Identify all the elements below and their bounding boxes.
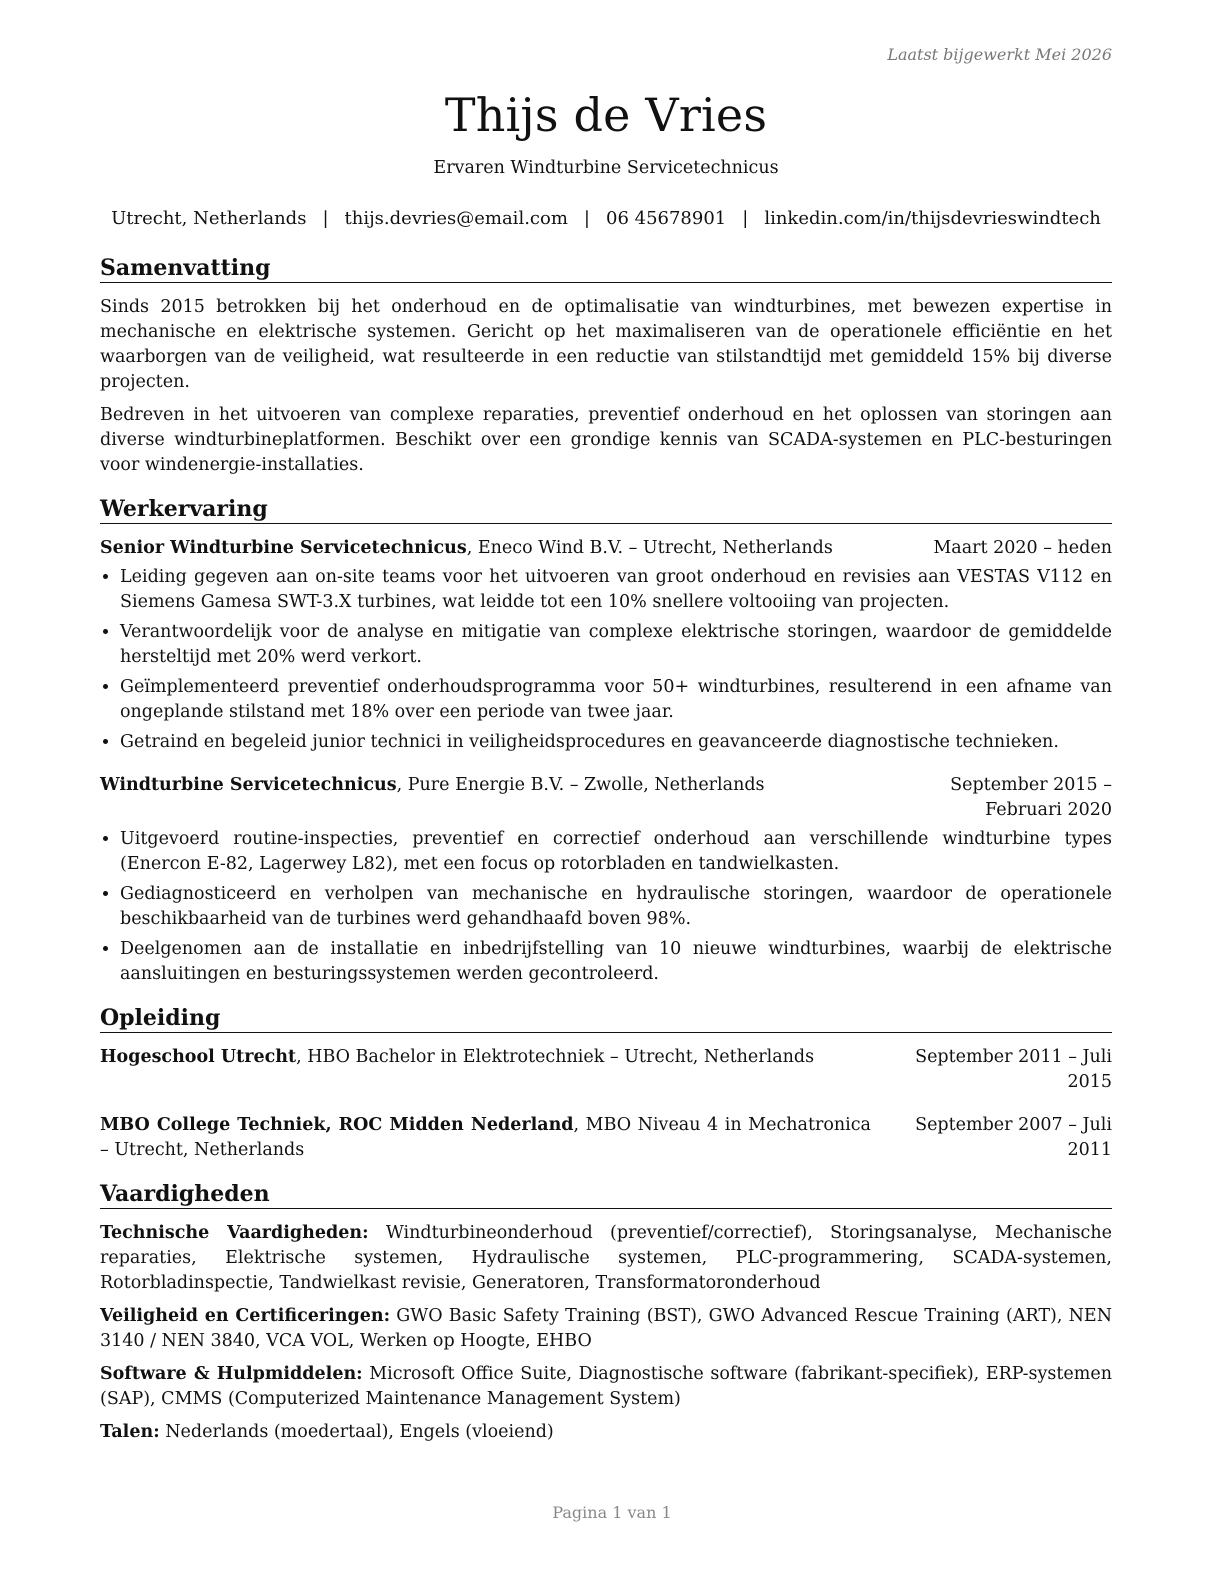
contact-separator: | bbox=[583, 208, 590, 229]
job-org: , Pure Energie B.V. – Zwolle, Netherlands bbox=[396, 775, 765, 795]
experience-section bbox=[100, 496, 1112, 987]
education-entry bbox=[100, 1113, 1112, 1163]
summary-paragraph: Sinds 2015 betrokken bij het onderhoud en de optimalisatie van windturbines, met bewezen expertise in mechanische en elektrische systemen. Gericht op het maximaliseren van de operationele efficiëntie en het waarborgen van de veiligheid, wat resulteerde in een reductie van stilstandtijd met gemiddeld 15% bij diverse projecten. bbox=[100, 297, 1112, 392]
school-name: Hogeschool Utrecht bbox=[100, 1047, 297, 1067]
education-entry bbox=[100, 1045, 1112, 1095]
contact-separator: | bbox=[742, 208, 749, 229]
job-entry bbox=[100, 773, 1112, 987]
last-updated: Laatst bijgewerkt Mei 2026 bbox=[887, 45, 1112, 64]
contact-phone[interactable]: 06 45678901 bbox=[606, 208, 727, 229]
list-item: • Verantwoordelijk voor de analyse en mitigatie van complexe elektrische storingen, waardoor de gemiddelde hersteltijd met 20% werd verkort. bbox=[120, 620, 1112, 670]
list-item: • Geïmplementeerd preventief onderhoudsprogramma voor 50+ windturbines, resulterend in een afname van ongeplande stilstand met 18% over een periode van twee jaar. bbox=[120, 675, 1112, 725]
skill-label: Technische Vaardigheden: bbox=[100, 1223, 369, 1243]
contact-separator: | bbox=[322, 208, 329, 229]
skill-group bbox=[100, 1304, 1112, 1354]
list-item: • Leiding gegeven aan on-site teams voor het uitvoeren van groot onderhoud en revisies aan VESTAS V112 en Siemens Gamesa SWT-3.X turbines, wat leidde tot een 10% snellere voltooiing van projecten. bbox=[120, 565, 1112, 615]
job-bullets bbox=[100, 565, 1112, 755]
skill-text: Windturbineonderhoud (preventief/correctief), Storingsanalyse, Mechanische reparaties, Elektrische systemen, Hydraulische systemen, PLC-programmering, SCADA-systemen, Rotorbladinspectie, Tandwielkast revisie, Generatoren, Transformatoronderhoud bbox=[100, 1223, 1112, 1293]
summary-section bbox=[100, 255, 1112, 478]
job-org: , Eneco Wind B.V. – Utrecht, Netherlands bbox=[466, 538, 833, 558]
skill-label: Veiligheid en Certificeringen: bbox=[100, 1306, 391, 1326]
headline: Ervaren Windturbine Servicetechnicus bbox=[433, 158, 779, 178]
skill-label: Talen: bbox=[100, 1422, 160, 1442]
job-role: Senior Windturbine Servicetechnicus bbox=[100, 538, 467, 558]
job-header bbox=[100, 773, 1112, 823]
job-entry bbox=[100, 536, 1112, 755]
contact-linkedin[interactable]: linkedin.com/in/thijsdevrieswindtech bbox=[764, 208, 1101, 229]
education-dates: September 2007 – Juli 2011 bbox=[915, 1115, 1112, 1160]
education-section bbox=[100, 1005, 1112, 1163]
section-title: Opleiding bbox=[100, 1005, 1112, 1033]
education-dates: September 2011 – Juli 2015 bbox=[915, 1047, 1112, 1092]
skill-group bbox=[100, 1221, 1112, 1296]
section-title: Werkervaring bbox=[100, 496, 1112, 524]
contact-line bbox=[100, 208, 1112, 229]
job-dates: September 2015 – Februari 2020 bbox=[950, 775, 1112, 820]
page-number: Pagina 1 van 1 bbox=[552, 1503, 672, 1522]
skill-label: Software & Hulpmiddelen: bbox=[100, 1364, 363, 1384]
contact-location: Utrecht, Netherlands bbox=[111, 208, 307, 229]
school-name: MBO College Techniek, ROC Midden Nederland bbox=[100, 1115, 574, 1135]
list-item: • Uitgevoerd routine-inspecties, preventief en correctief onderhoud aan verschillende windturbine types (Enercon E-82, Lagerwey L82), met een focus op rotorbladen en tandwielkasten. bbox=[120, 827, 1112, 877]
skill-text: Nederlands (moedertaal), Engels (vloeiend) bbox=[159, 1422, 554, 1442]
section-title: Vaardigheden bbox=[100, 1181, 1112, 1209]
list-item: • Getraind en begeleid junior technici in veiligheidsprocedures en geavanceerde diagnostische technieken. bbox=[120, 730, 1112, 755]
section-title: Samenvatting bbox=[100, 255, 1112, 283]
school-detail: , HBO Bachelor in Elektrotechniek – Utrecht, Netherlands bbox=[296, 1047, 815, 1067]
job-role: Windturbine Servicetechnicus bbox=[100, 775, 397, 795]
list-item: • Gediagnosticeerd en verholpen van mechanische en hydraulische storingen, waardoor de operationele beschikbaarheid van de turbines werd gehandhaafd boven 98%. bbox=[120, 882, 1112, 932]
skill-text: Microsoft Office Suite, Diagnostische software (fabrikant-specifiek), ERP-systemen (SAP), CMMS (Computerized Maintenance Management System) bbox=[100, 1364, 1112, 1409]
skill-group bbox=[100, 1420, 1112, 1445]
summary-paragraph: Bedreven in het uitvoeren van complexe reparaties, preventief onderhoud en het oplossen van storingen aan diverse windturbineplatformen. Beschikt over een grondige kennis van SCADA-systemen en PLC-besturingen voor windenergie-installaties. bbox=[100, 405, 1112, 475]
job-header bbox=[100, 536, 1112, 561]
job-dates: Maart 2020 – heden bbox=[933, 538, 1112, 558]
skills-section bbox=[100, 1181, 1112, 1445]
skill-group bbox=[100, 1362, 1112, 1412]
school-detail: , MBO Niveau 4 in Mechatronica – Utrecht, Netherlands bbox=[100, 1115, 871, 1160]
job-bullets bbox=[100, 827, 1112, 987]
contact-email[interactable]: thijs.devries@email.com bbox=[344, 208, 568, 229]
skill-text: GWO Basic Safety Training (BST), GWO Advanced Rescue Training (ART), NEN 3140 / NEN 3840, VCA VOL, Werken op Hoogte, EHBO bbox=[100, 1306, 1113, 1351]
candidate-name: Thijs de Vries bbox=[444, 88, 768, 142]
list-item: • Deelgenomen aan de installatie en inbedrijfstelling van 10 nieuwe windturbines, waarbij de elektrische aansluitingen en besturingssystemen werden gecontroleerd. bbox=[120, 937, 1112, 987]
